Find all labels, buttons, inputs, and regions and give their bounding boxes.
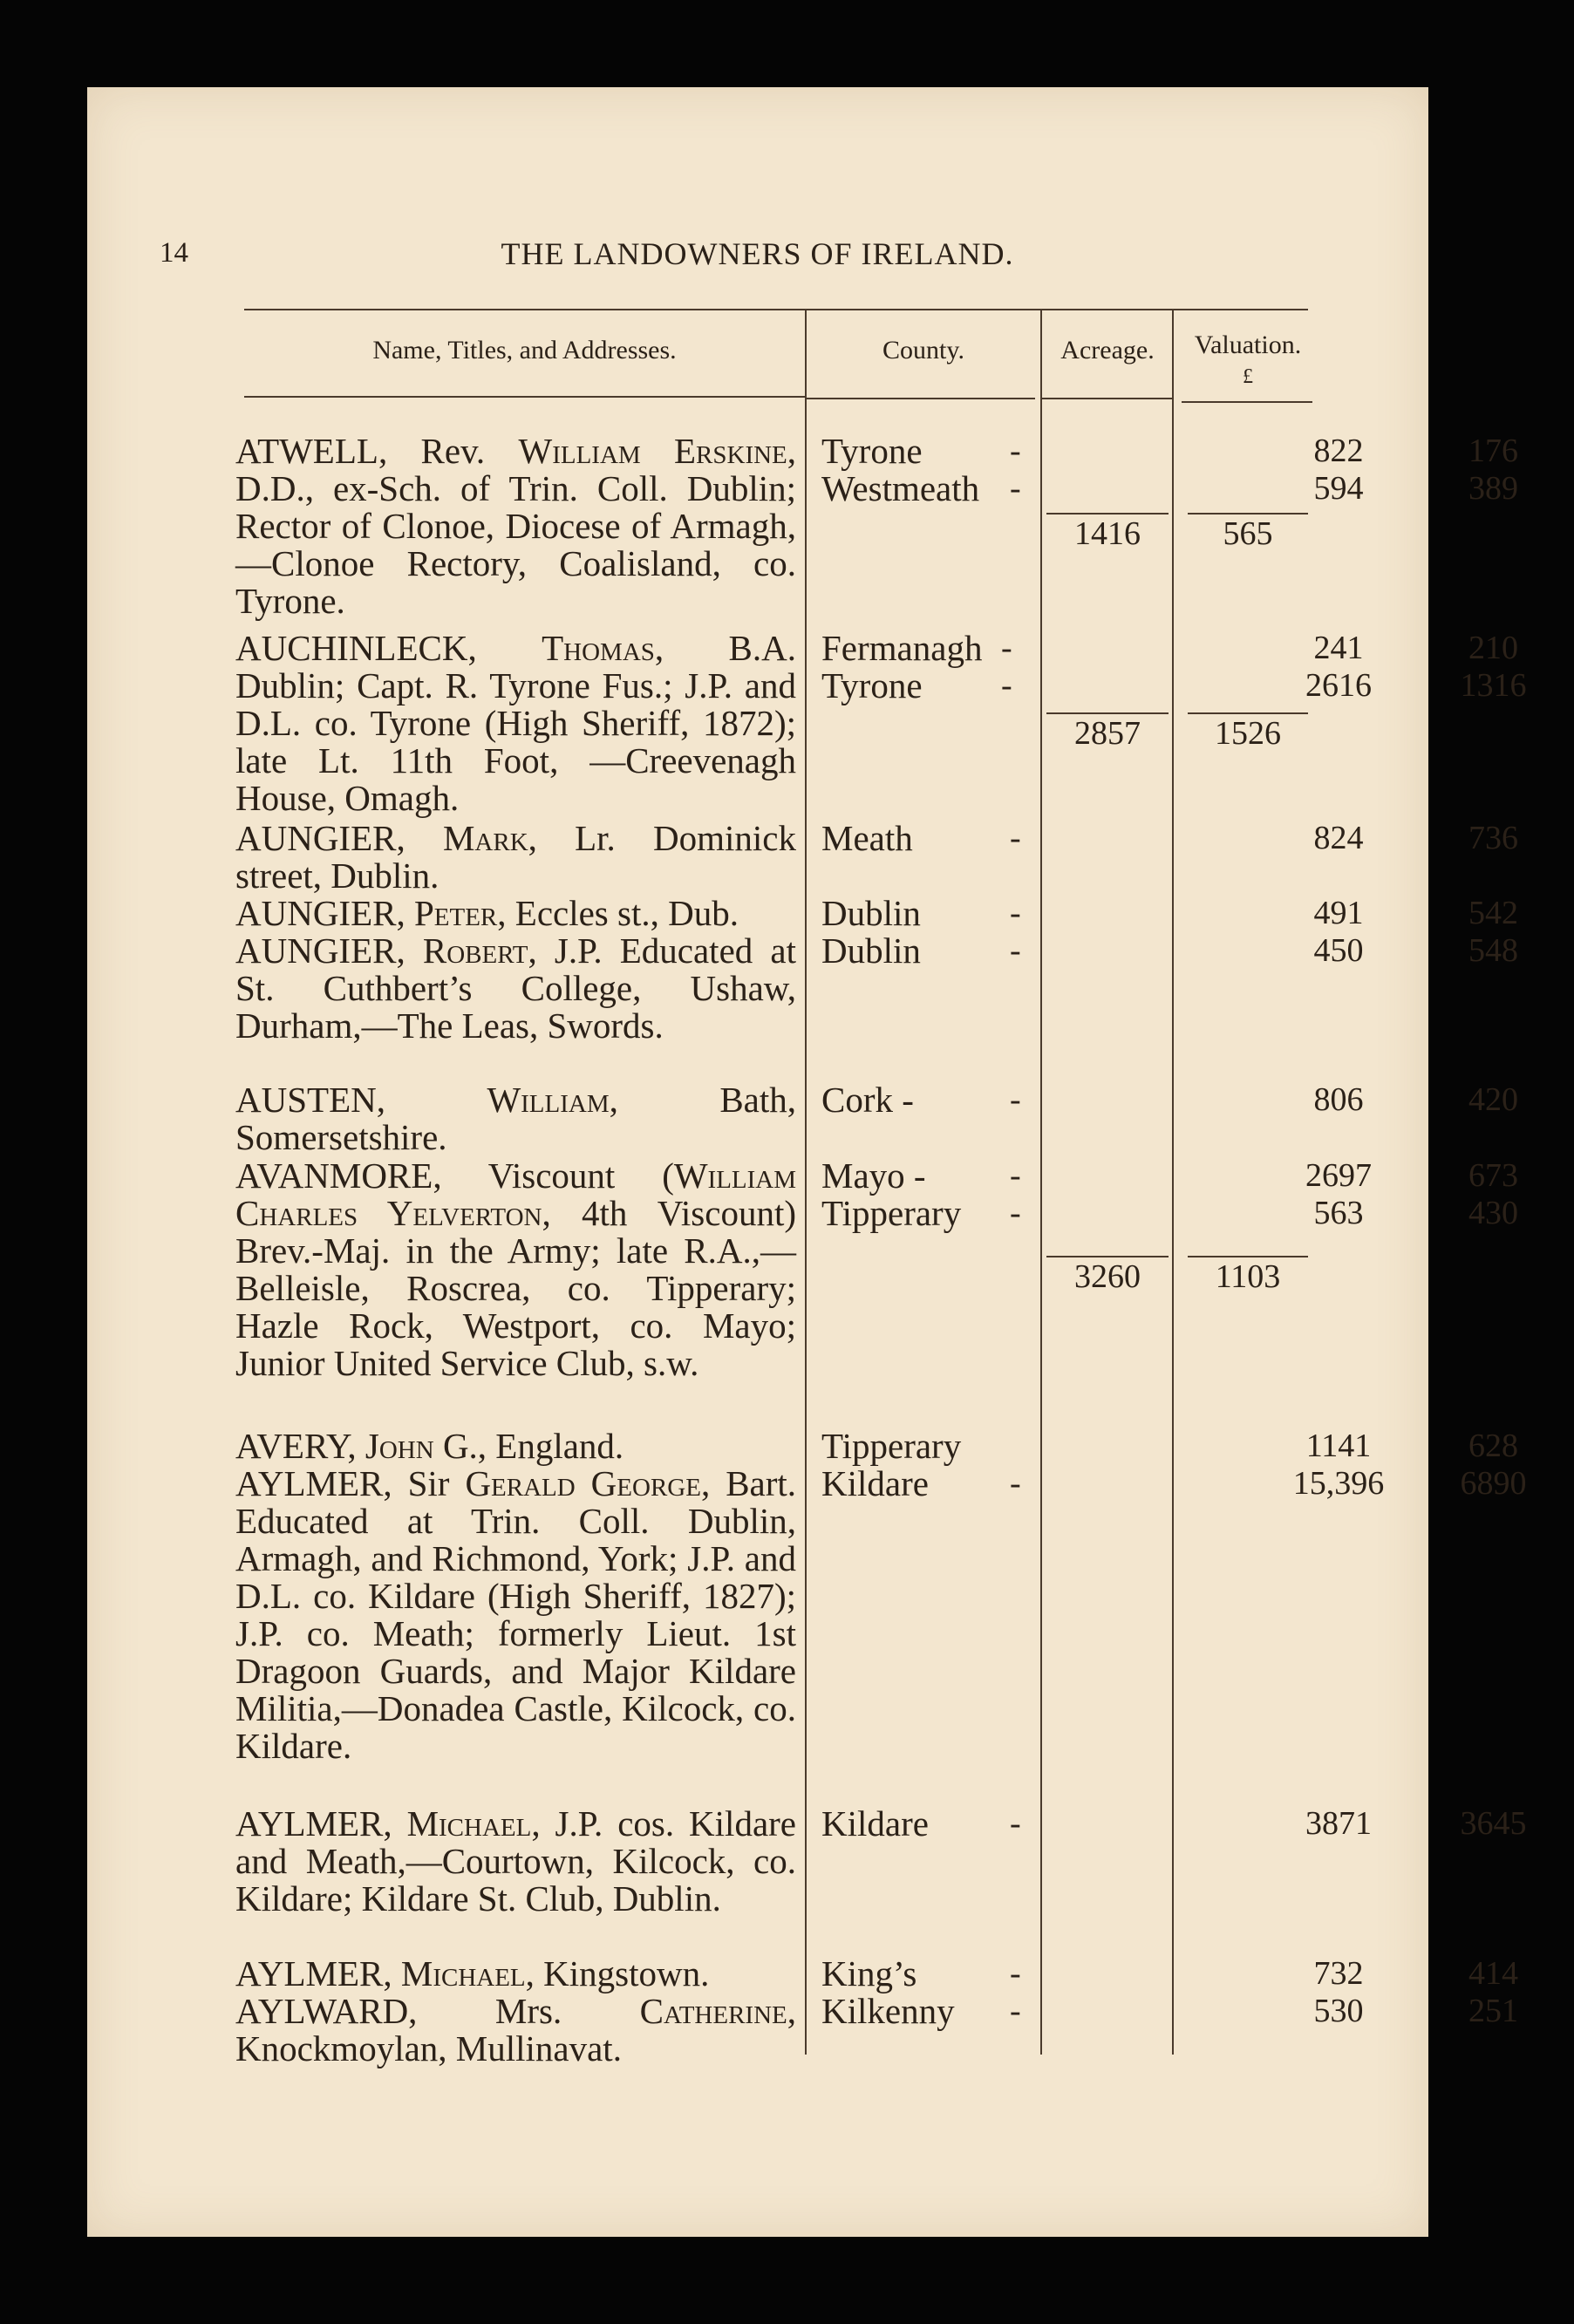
entry-surname: AVERY, — [235, 1426, 357, 1466]
entry-counties-cell — [821, 630, 1153, 705]
column-divider-1 — [805, 310, 807, 2055]
entry-name — [235, 820, 796, 895]
entry-acreage: 824 — [1313, 820, 1364, 856]
entry-counties: Dublin — [821, 893, 921, 933]
entry-rest: Eccles st., Dub. — [514, 893, 739, 933]
entry-given: Mark, — [442, 818, 537, 858]
entry-acreage: 491 — [1313, 895, 1364, 931]
entry-given: Thomas, — [542, 628, 664, 668]
entry-valuation-cell — [1413, 1081, 1574, 1119]
entry-rest: Knockmoylan, Mullinavat. — [235, 2028, 622, 2068]
entry-valuation-cell — [1413, 895, 1574, 932]
entry-given: William Erskine, — [518, 431, 797, 471]
entry-given: Michael, — [400, 1953, 535, 1993]
leader-dash: - — [1010, 1993, 1021, 2029]
entry-name — [235, 630, 796, 817]
entry-counties: Fermanagh — [821, 628, 983, 668]
entry-valuation: 548 — [1468, 932, 1518, 969]
entry-counties: Kildare — [821, 1463, 929, 1503]
entry-given: Peter, — [413, 893, 507, 933]
header-rule-valuation — [1182, 401, 1312, 403]
leader-dash: - - — [1010, 433, 1021, 507]
entry-valuation: 3645 — [1460, 1805, 1527, 1842]
leader-dash: - — [1010, 1081, 1021, 1118]
entry-acreage: 822 — [1313, 433, 1364, 469]
entry-counties-cell — [821, 932, 1153, 970]
entry-acreage-cell — [1273, 1805, 1404, 1843]
entry-counties: Cork - — [821, 1080, 914, 1120]
entry-acreage-cell — [1273, 1993, 1404, 2030]
entry-given: John — [365, 1426, 434, 1466]
entry-valuation-cell — [1413, 630, 1574, 705]
entry-surname: ATWELL, — [235, 431, 388, 471]
entry-counties: King’s — [821, 1953, 917, 1993]
entry-counties: Tyrone — [821, 431, 923, 471]
entry-acreage-cell — [1273, 1081, 1404, 1119]
entry-valuation: 628 — [1468, 1428, 1518, 1464]
entry-valuation-cell — [1413, 1428, 1574, 1465]
entry-given: Michael, — [406, 1803, 541, 1844]
entry-name — [235, 895, 796, 932]
entry-rest: 4th Viscount) Brev.-Maj. in the Army; late R.A.,—Belleisle, Roscrea, co. Tipperary; Hazle Rock, Westport, co. Mayo; Junior United Service Club, s.w. — [235, 1193, 797, 1383]
entry-valuation: 673 — [1468, 1157, 1518, 1194]
entry-given: William, — [487, 1080, 618, 1120]
header-county: County. — [882, 336, 964, 365]
entry-counties-cell — [821, 1805, 1153, 1843]
entry-acreage: 241 — [1313, 630, 1364, 666]
entry-acreage: 530 — [1313, 1993, 1364, 2029]
entry-rest: Kingstown. — [543, 1953, 710, 1993]
leader-dash: - — [1010, 895, 1021, 931]
entry-counties-cell — [821, 820, 1153, 857]
entry-given: Gerald George, — [465, 1463, 711, 1503]
header-rule-acreage — [1042, 398, 1173, 399]
leader-dash: - — [1010, 1805, 1021, 1842]
entry-acreage: 450 — [1313, 932, 1364, 969]
entry-name — [235, 1993, 796, 2068]
entry-rest: J.P. Educated at St. Cuthbert’s College, Ushaw, Durham,—The Leas, Swords. — [235, 930, 796, 1046]
entry-valuation: 1316 — [1460, 667, 1527, 704]
entry-acreage-cell — [1273, 932, 1404, 970]
entry-acreage-cell — [1273, 1955, 1404, 1993]
entry-valuation: 210 — [1468, 630, 1518, 666]
entry-counties-cell — [821, 1081, 1153, 1119]
entry-valuation-cell — [1413, 433, 1574, 508]
entry-counties-cell — [821, 1428, 1153, 1465]
entry-surname: AUNGIER, — [235, 818, 405, 858]
entry-acreage: 2616 — [1305, 667, 1372, 704]
entry-rest: J.P. cos. Kildare and Meath,—Courtown, Kilcock, co. Kildare; Kildare St. Club, Dublin. — [235, 1803, 797, 1918]
leader-dash: - — [1010, 1465, 1021, 1502]
entry-counties-cell — [821, 1465, 1153, 1503]
entry-acreage-cell — [1273, 1428, 1404, 1465]
entry-given: Catherine, — [639, 1991, 796, 2031]
entry-counties: Dublin — [821, 930, 921, 971]
header-name: Name, Titles, and Addresses. — [372, 336, 677, 365]
entry-acreage: 594 — [1313, 470, 1364, 507]
entry-valuation: 430 — [1468, 1195, 1518, 1231]
column-divider-3 — [1172, 310, 1174, 2055]
entry-surname: AUNGIER, — [235, 930, 405, 971]
entry-surname: AUSTEN, — [235, 1080, 385, 1120]
entry-counties-cell — [821, 895, 1153, 932]
entry-given: Robert, — [422, 930, 537, 971]
total-acreage: 3260 — [1046, 1256, 1169, 1296]
total-acreage: 2857 — [1046, 712, 1169, 753]
entry-acreage: 563 — [1313, 1195, 1364, 1231]
entry-valuation: 414 — [1468, 1955, 1518, 1992]
entry-name — [235, 932, 796, 1045]
entry-surname: AUNGIER, — [235, 893, 405, 933]
entry-acreage: 806 — [1313, 1081, 1364, 1118]
entry-valuation: 176 — [1468, 433, 1518, 469]
entry-counties: Tyrone — [821, 665, 923, 705]
table-top-rule — [244, 309, 1308, 310]
entry-acreage-cell — [1273, 1465, 1404, 1503]
entry-prefix: Rev. — [420, 431, 486, 471]
entry-valuation-cell — [1413, 820, 1574, 857]
entry-acreage-cell — [1273, 630, 1404, 705]
page-number: 14 — [160, 237, 188, 269]
header-acreage: Acreage. — [1060, 336, 1155, 365]
entry-name — [235, 433, 796, 620]
entry-surname: AYLMER, — [235, 1953, 392, 1993]
leader-dash: - - — [1001, 630, 1012, 704]
entry-counties-cell — [821, 433, 1153, 508]
entry-rest: Bart. Educated at Trin. Coll. Dublin, Armagh, and Richmond, York; J.P. and D.L. co. Kildare (High Sheriff, 1827); J.P. co. Meath; formerly Lieut. 1st Dragoon Guards, and Major Kildare Militia,—Donadea Castle, Kilcock, co. Kildare. — [235, 1463, 797, 1766]
entry-acreage: 732 — [1313, 1955, 1364, 1992]
entry-name — [235, 1955, 796, 1993]
entry-name — [235, 1428, 796, 1465]
entry-counties: Kilkenny — [821, 1991, 955, 2031]
entry-valuation-cell — [1413, 932, 1574, 970]
entry-rest: G., England. — [442, 1426, 624, 1466]
entry-counties: Meath — [821, 818, 913, 858]
entry-acreage-cell — [1273, 820, 1404, 857]
entry-acreage-cell — [1273, 433, 1404, 508]
entry-counties-cell — [821, 1157, 1153, 1232]
leader-dash: - - — [1010, 1157, 1021, 1231]
header-valuation — [1174, 330, 1322, 392]
entry-acreage-cell — [1273, 1157, 1404, 1232]
entry-acreage: 15,396 — [1292, 1465, 1385, 1502]
entry-surname: AYLMER, — [235, 1463, 392, 1503]
leader-dash: - — [1010, 820, 1021, 856]
entry-counties: Kildare — [821, 1803, 929, 1844]
entry-name — [235, 1157, 796, 1382]
entry-rest: B.A. Dublin; Capt. R. Tyrone Fus.; J.P. and D.L. co. Tyrone (High Sheriff, 1872); late Lt. 11th Foot, —Creevenagh House, Omagh. — [235, 628, 796, 818]
total-valuation: 1526 — [1188, 712, 1308, 753]
entry-prefix: Sir — [407, 1463, 450, 1503]
header-valuation-unit: £ — [1243, 365, 1253, 388]
leader-dash: - — [1010, 932, 1021, 969]
entry-prefix: Viscount — [487, 1155, 616, 1196]
entry-name — [235, 1805, 796, 1918]
entry-valuation: 6890 — [1460, 1465, 1527, 1502]
entry-name — [235, 1465, 796, 1765]
entry-rest: Lr. Dominick street, Dublin. — [235, 818, 796, 896]
entry-surname: AYLWARD, — [235, 1991, 418, 2031]
entry-rest: D.D., ex-Sch. of Trin. Coll. Dublin; Rector of Clonoe, Diocese of Armagh,—Clonoe Rectory, Coalisland, co. Tyrone. — [235, 468, 796, 621]
entry-surname: AUCHINLECK, — [235, 628, 477, 668]
entry-rest: Bath, Somersetshire. — [235, 1080, 797, 1157]
header-rule-county — [807, 398, 1035, 399]
leader-dash: - — [1010, 1955, 1021, 1992]
entry-name — [235, 1081, 796, 1156]
entry-counties-cell — [821, 1993, 1153, 2030]
entry-valuation-cell — [1413, 1465, 1574, 1503]
entry-counties-cell — [821, 1955, 1153, 1993]
entry-valuation: 736 — [1468, 820, 1518, 856]
entry-surname: AYLMER, — [235, 1803, 392, 1844]
entry-surname: AVANMORE, — [235, 1155, 442, 1196]
entry-acreage: 3871 — [1305, 1805, 1372, 1842]
entry-counties: Westmeath — [821, 468, 980, 508]
entry-valuation-cell — [1413, 1805, 1574, 1843]
entry-acreage-cell — [1273, 895, 1404, 932]
total-valuation: 1103 — [1188, 1256, 1308, 1296]
header-rule-name — [244, 396, 805, 398]
entry-valuation: 389 — [1468, 470, 1518, 507]
entry-counties: Mayo - — [821, 1155, 926, 1196]
entry-valuation-cell — [1413, 1157, 1574, 1232]
running-head: THE LANDOWNERS OF IRELAND. — [501, 236, 1014, 271]
entry-acreage: 2697 — [1305, 1157, 1372, 1194]
entry-given: (William Charles Yelverton, — [235, 1155, 797, 1233]
entry-acreage: 1141 — [1305, 1428, 1372, 1464]
total-valuation: 565 — [1188, 513, 1308, 553]
entry-valuation: 542 — [1468, 895, 1518, 931]
entry-valuation: 251 — [1468, 1993, 1518, 2029]
total-acreage: 1416 — [1046, 513, 1169, 553]
entry-valuation: 420 — [1468, 1081, 1518, 1118]
entry-valuation-cell — [1413, 1955, 1574, 1993]
entry-prefix: Mrs. — [494, 1991, 562, 2031]
entry-counties: Tipperary — [821, 1193, 962, 1233]
entry-valuation-cell — [1413, 1993, 1574, 2030]
header-valuation-label: Valuation. — [1194, 331, 1302, 359]
entry-counties: Tipperary — [821, 1426, 962, 1466]
